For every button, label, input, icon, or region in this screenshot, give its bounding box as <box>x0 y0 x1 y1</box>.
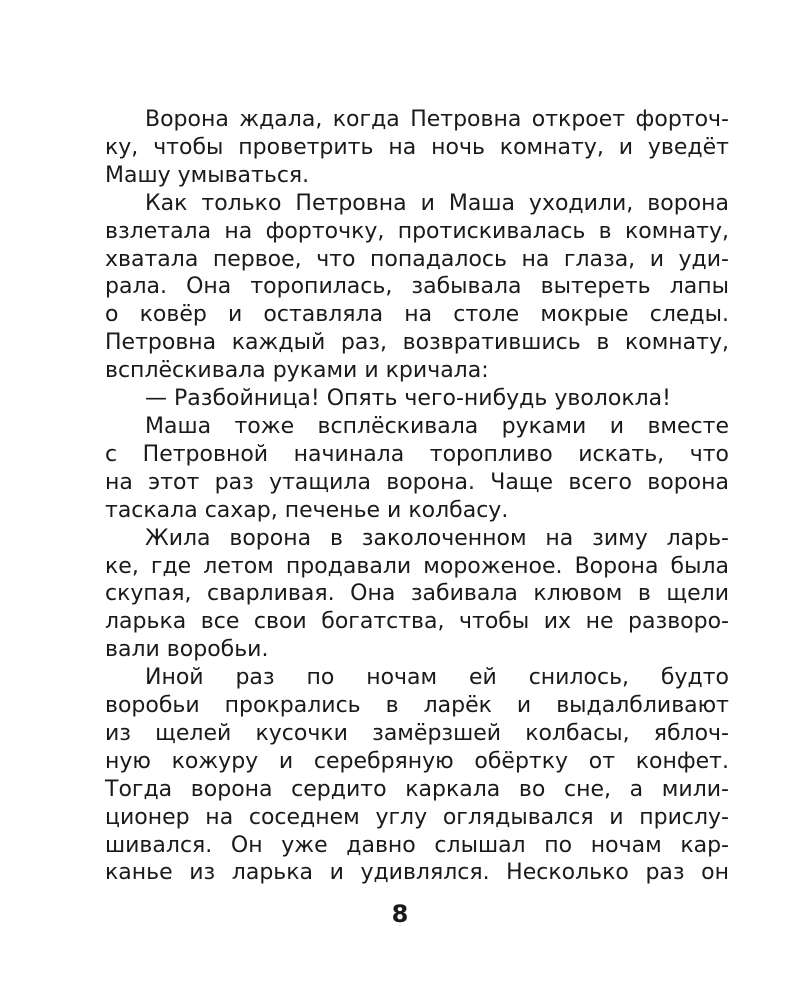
text-line: Тогда ворона сердито каркала во сне, а мили- <box>105 776 729 802</box>
text-line: Как только Петровна и Маша уходили, ворона <box>145 190 729 216</box>
paragraph <box>105 385 729 413</box>
text-line: ларька все свои богатства, чтобы их не разворо- <box>105 609 729 635</box>
text-line: ную кожуру и серебряную обёртку от конфет. <box>105 748 729 774</box>
paragraph <box>105 413 729 525</box>
paragraph <box>105 664 729 887</box>
paragraph <box>105 106 729 190</box>
page-number: 8 <box>391 900 409 928</box>
paragraph <box>105 190 729 385</box>
text-line: таскала сахар, печенье и колбасу. <box>105 497 509 523</box>
text-line: скупая, сварливая. Она забивала клювом в щели <box>105 581 729 607</box>
text-line: Маша тоже всплёскивала руками и вместе <box>145 413 729 439</box>
text-line: рала. Она торопилась, забывала вытереть лапы <box>105 274 729 300</box>
text-line: вали воробьи. <box>105 637 269 663</box>
page-body <box>105 106 729 887</box>
text-line: из щелей кусочки замёрзшей колбасы, яблоч- <box>105 720 729 746</box>
text-line: взлетала на форточку, протискивалась в комнату, <box>105 218 729 244</box>
text-line: Машу умываться. <box>105 162 310 188</box>
text-line: с Петровной начинала торопливо искать, что <box>105 441 729 467</box>
text-line: хватала первое, что попадалось на глаза, и уди- <box>105 246 729 272</box>
text-line: Петровна каждый раз, возвратившись в комнату, <box>105 330 729 356</box>
text-line: Ворона ждала, когда Петровна откроет форточ- <box>145 107 729 132</box>
text-line: воробьи прокрались в ларёк и выдалбливают <box>105 693 729 719</box>
text-line: о ковёр и оставляла на столе мокрые следы. <box>105 302 729 328</box>
text-line: всплёскивала руками и кричала: <box>105 358 489 384</box>
text-line: Жила ворона в заколоченном на зиму ларь- <box>145 525 729 551</box>
text-line: ку, чтобы проветрить на ночь комнату, и уведёт <box>105 134 729 160</box>
text-line: ционер на соседнем углу оглядывался и прислу- <box>105 804 729 830</box>
text-line: шивался. Он уже давно слышал по ночам кар- <box>105 832 729 858</box>
text-line: — Разбойница! Опять чего-нибудь уволокла! <box>145 386 671 412</box>
paragraph <box>105 525 729 665</box>
text-line: канье из ларька и удивлялся. Несколько раз он <box>105 860 729 886</box>
text-line: ке, где летом продавали мороженое. Ворона была <box>105 553 729 579</box>
text-line: на этот раз утащила ворона. Чаще всего ворона <box>105 469 729 495</box>
text-line: Иной раз по ночам ей снилось, будто <box>145 665 729 691</box>
